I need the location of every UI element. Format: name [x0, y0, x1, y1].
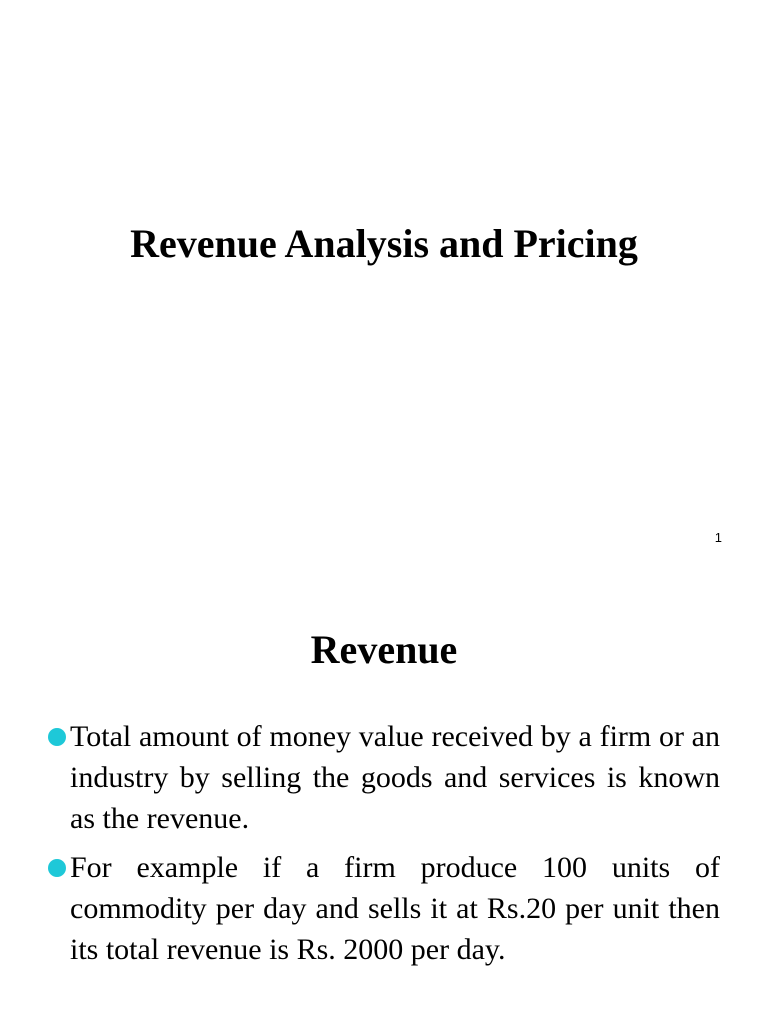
bullet-text: For example if a firm produce 100 units of commodity per day and sells it at Rs.20 per unit then its total revenue is Rs. 2000 per day. — [70, 851, 720, 966]
bullet-text: Total amount of money value received by a firm or an industry by selling the goods and services is known as the revenue. — [70, 720, 720, 835]
page-number: 1 — [714, 530, 722, 545]
section-title: Revenue — [310, 627, 458, 672]
bullet-dot-icon — [48, 859, 66, 877]
bullet-item — [48, 716, 720, 839]
bullet-list — [48, 716, 720, 978]
bullet-item — [48, 847, 720, 970]
slide-title: Revenue Analysis and Pricing — [130, 221, 638, 266]
content-slide — [0, 576, 768, 1024]
bullet-dot-icon — [48, 728, 66, 746]
